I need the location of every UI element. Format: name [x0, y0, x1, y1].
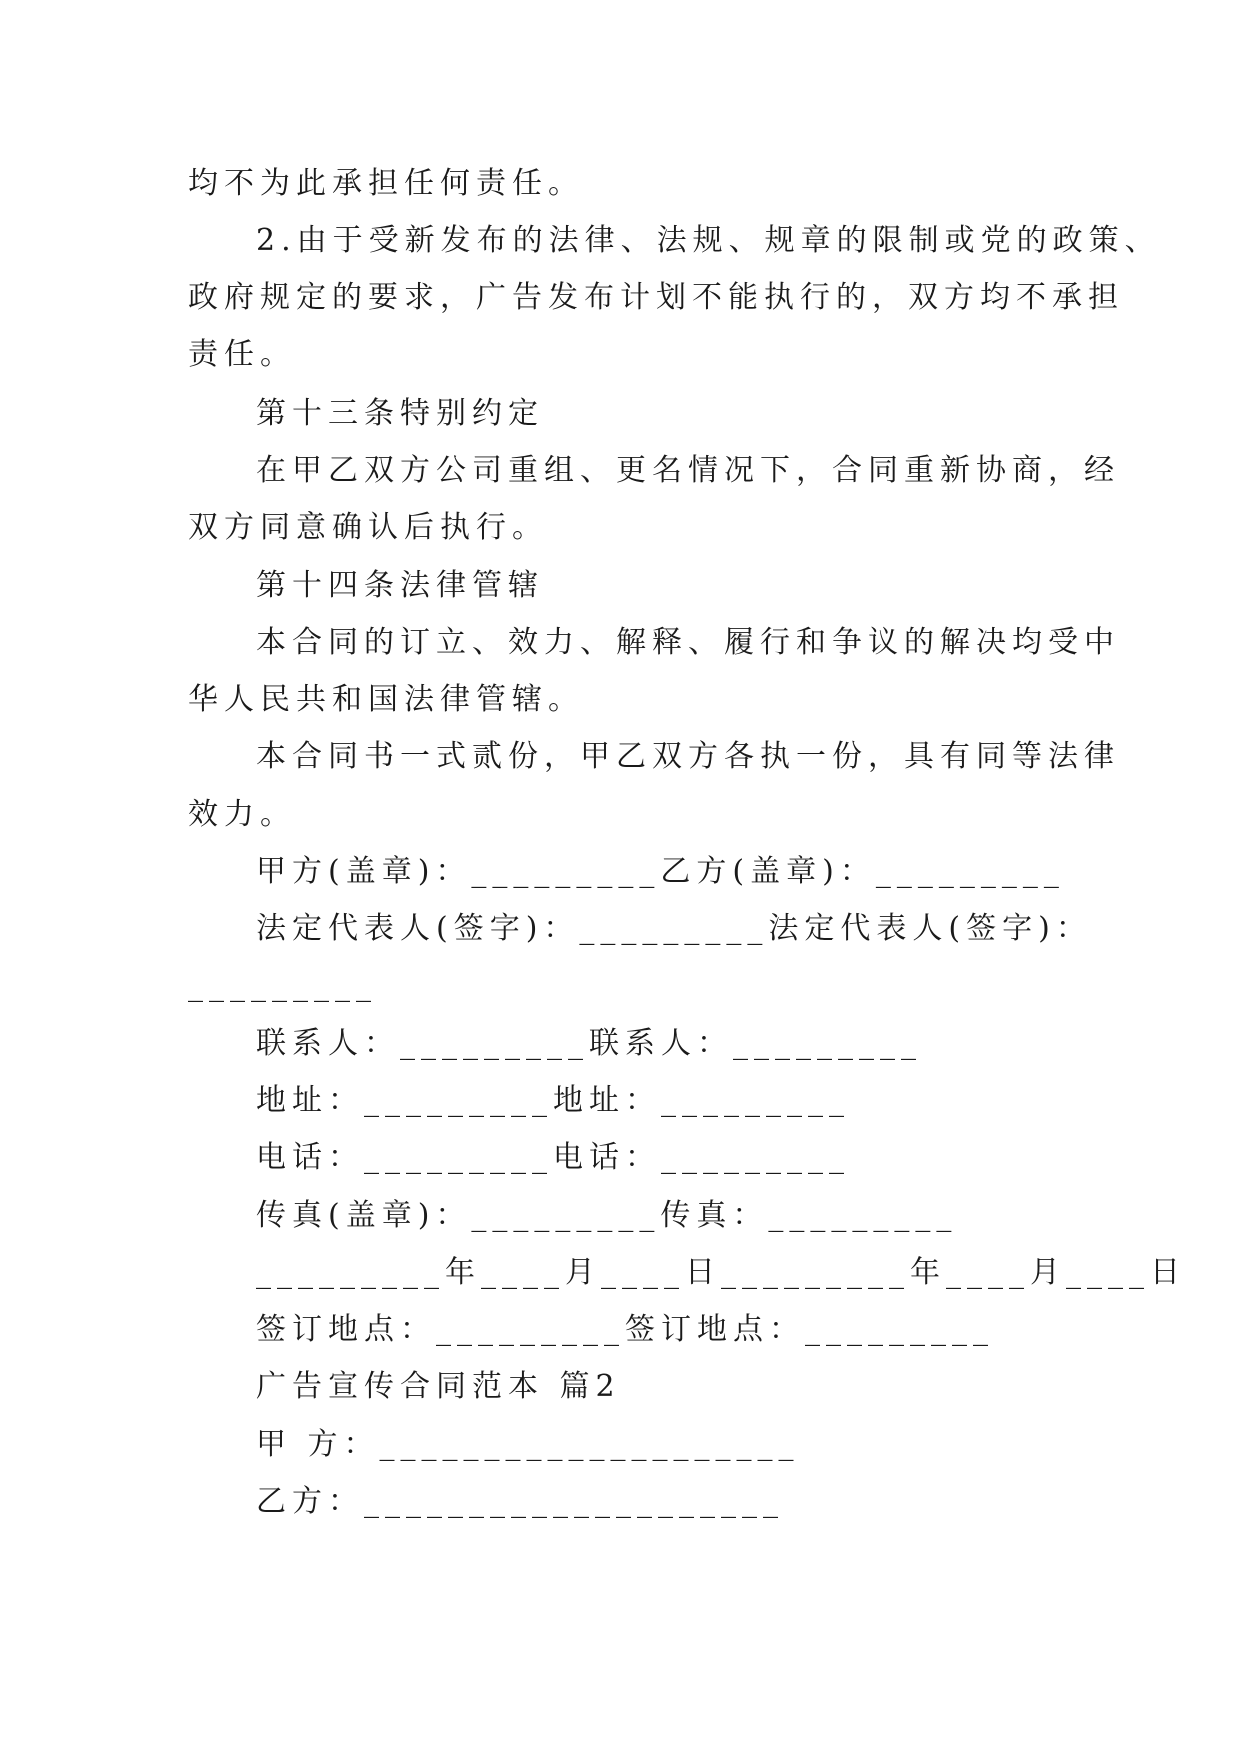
text-line: 在甲乙双方公司重组、更名情况下，合同重新协商，经: [256, 453, 1120, 488]
date-line: _________年____月____日_________年____月____日: [256, 1255, 1186, 1290]
text-line: 本合同的订立、效力、解释、履行和争议的解决均受中: [256, 625, 1120, 660]
text-line: 均不为此承担任何责任。: [188, 166, 584, 201]
party-line: 乙方：____________________: [256, 1484, 784, 1519]
signature-line: 法定代表人(签字)：_________法定代表人(签字)：: [256, 911, 1092, 946]
signature-line: 地址：_________地址：_________: [256, 1083, 850, 1118]
text-line: 本合同书一式贰份，甲乙双方各执一份，具有同等法律: [256, 739, 1120, 774]
signature-line: 甲方(盖章)：_________乙方(盖章)：_________: [256, 854, 1065, 889]
text-line: 政府规定的要求，广告发布计划不能执行的，双方均不承担: [188, 280, 1124, 315]
text-line: 双方同意确认后执行。: [188, 510, 548, 545]
signature-line: _________: [188, 968, 377, 1003]
section-heading: 第十四条法律管辖: [256, 568, 544, 603]
signature-line: 联系人：_________联系人：_________: [256, 1026, 922, 1061]
party-line: 甲 方：____________________: [256, 1427, 800, 1462]
signature-line: 传真(盖章)：_________传真：_________: [256, 1198, 958, 1233]
text-line: 效力。: [188, 797, 296, 832]
document-title: 广告宣传合同范本 篇2: [256, 1369, 621, 1404]
text-line: 华人民共和国法律管辖。: [188, 682, 584, 717]
text-line: 2.由于受新发布的法律、法规、规章的限制或党的政策、: [256, 223, 1161, 258]
text-line: 责任。: [188, 337, 296, 372]
signature-line: 电话：_________电话：_________: [256, 1140, 850, 1175]
signature-line: 签订地点：_________签订地点：_________: [256, 1312, 994, 1347]
section-heading: 第十三条特别约定: [256, 396, 544, 431]
